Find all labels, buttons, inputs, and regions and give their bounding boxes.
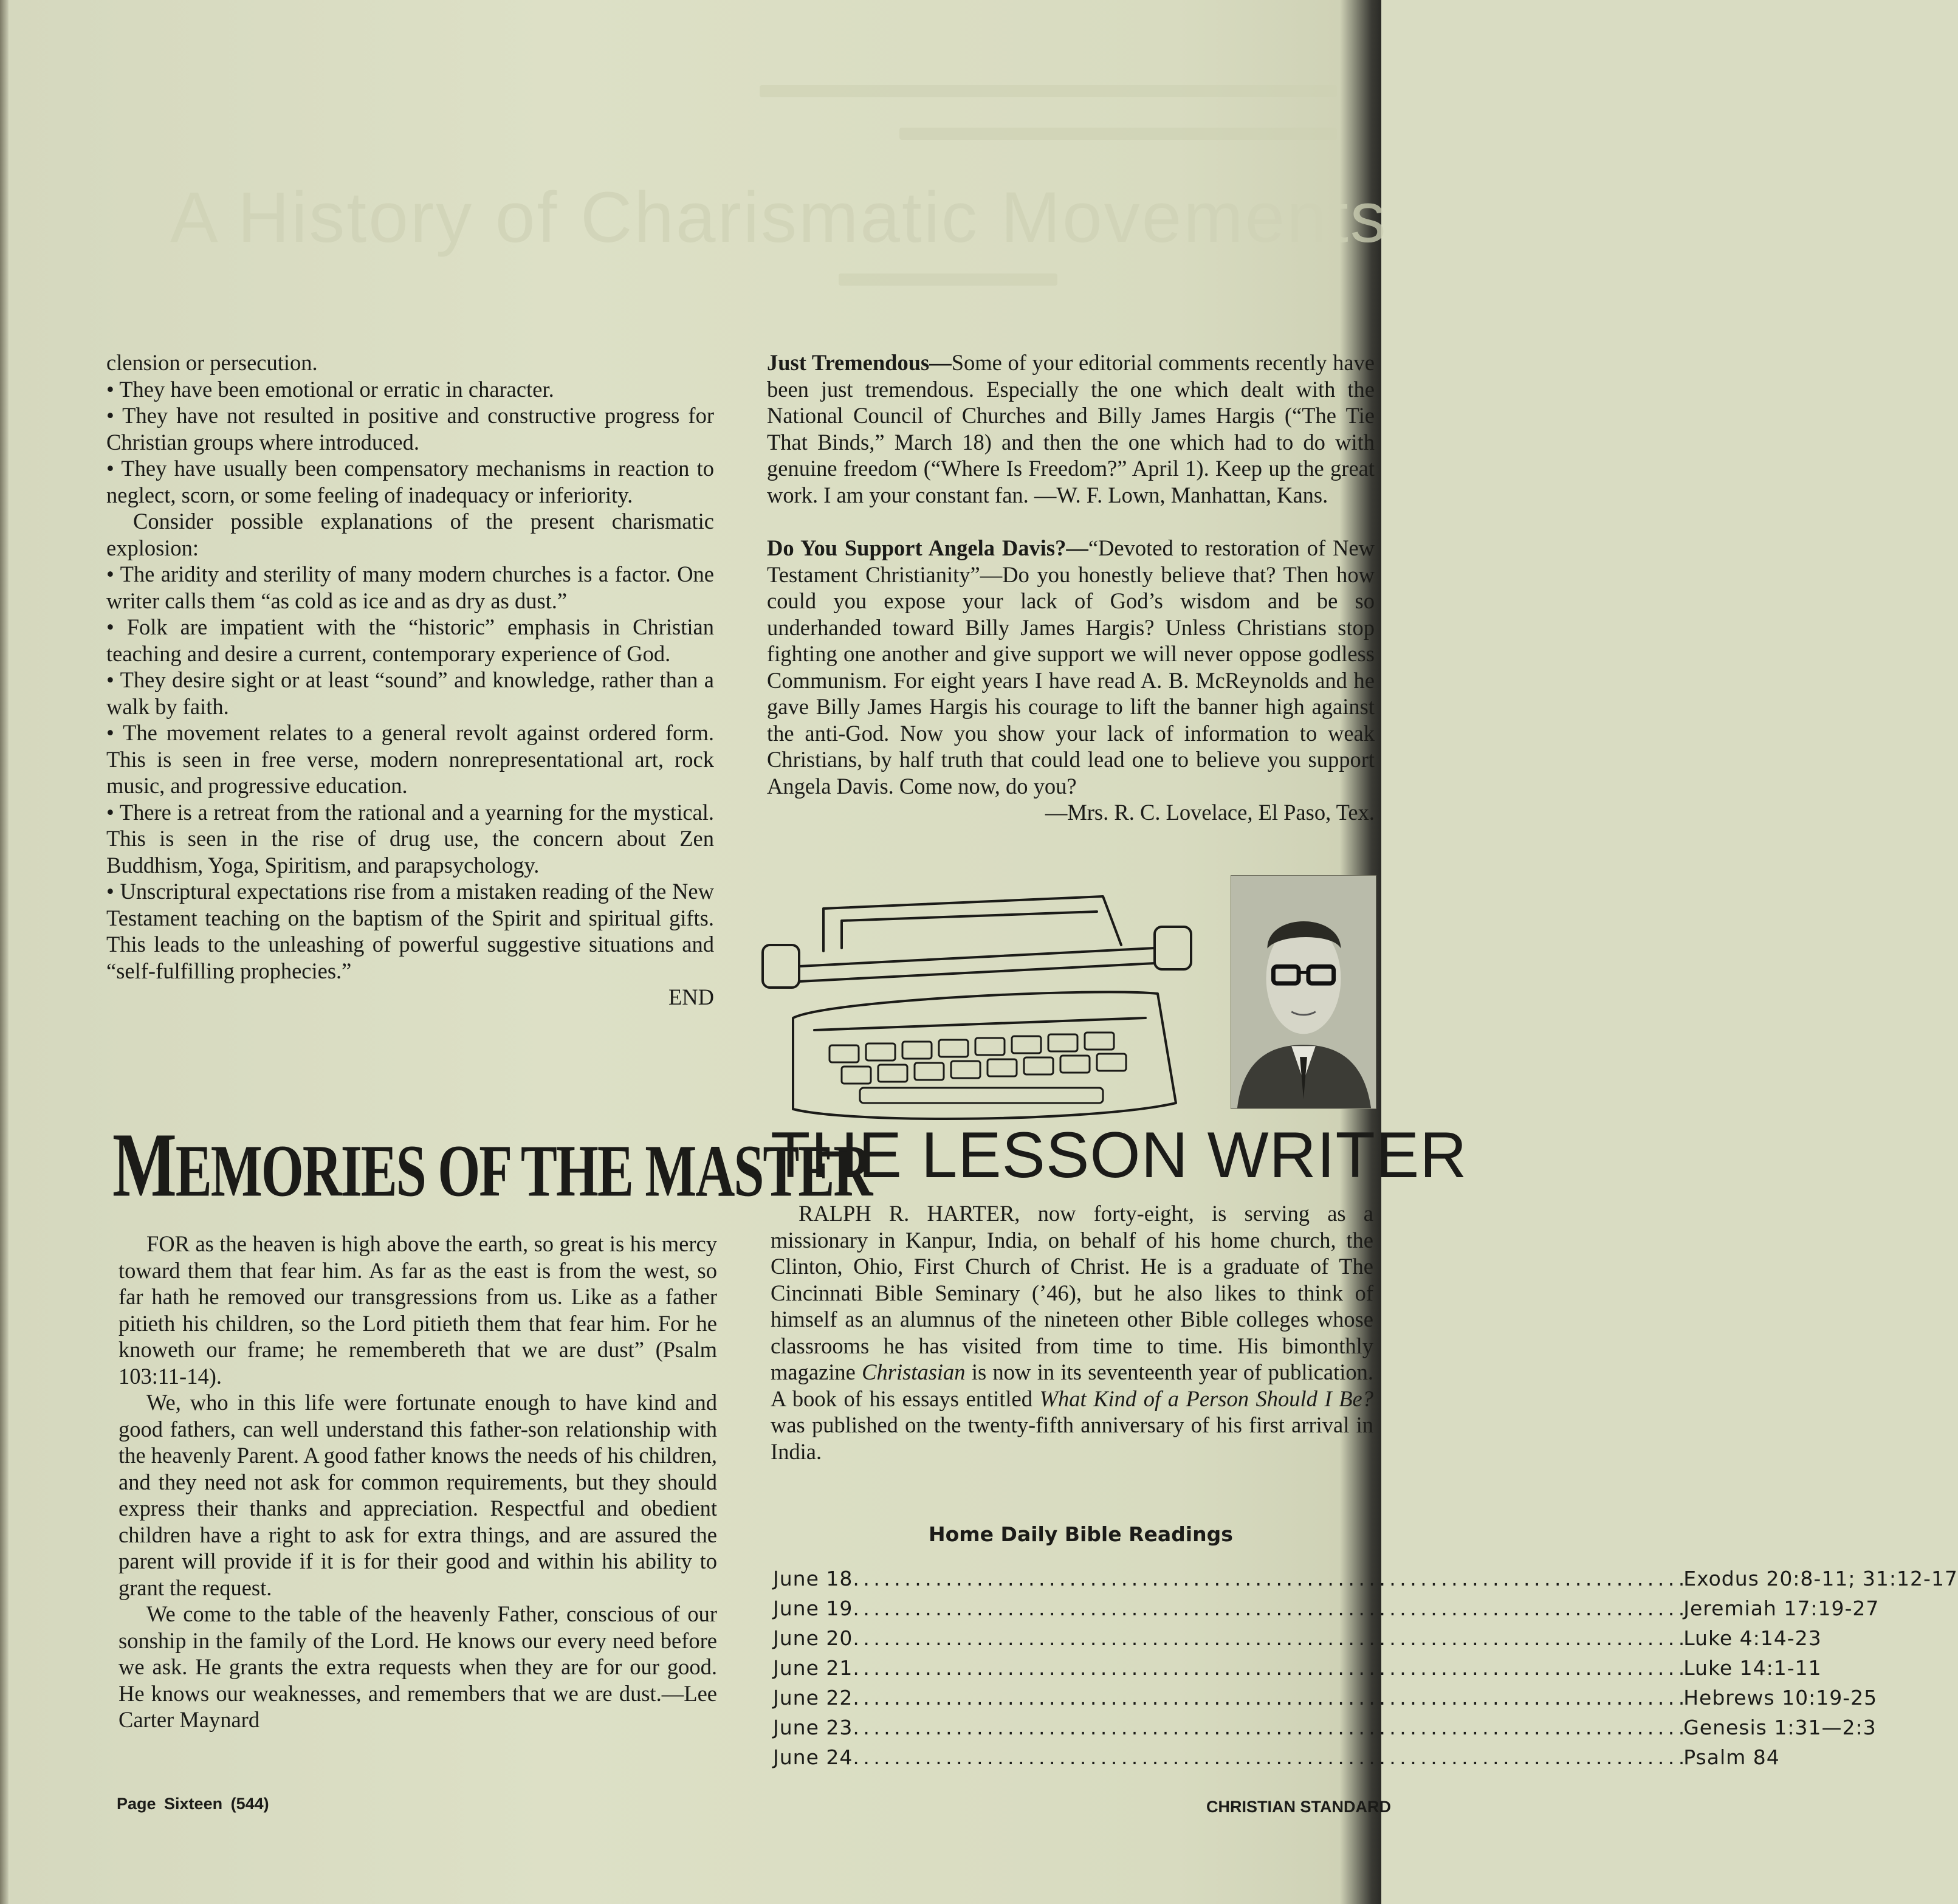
page-left-edge [0, 0, 9, 1904]
memories-body [119, 1231, 717, 1733]
article-paragraph: • They have usually been compensatory mechanisms in reaction to neglect, scorn, or some feeling of inadequacy or inferiority. [106, 455, 714, 508]
ghost-title: A History of Charismatic Movements [170, 177, 1388, 258]
reading-row [773, 1656, 1822, 1686]
letter-2-signature: —Mrs. R. C. Lovelace, El Paso, Tex. [1045, 800, 1375, 825]
ghost-line [760, 85, 1337, 97]
lesson-writer-text-1: RALPH R. HARTER, now forty-eight, is serving as a missionary in Kanpur, India, on behalf of his home church, the Clinton, Ohio, First Church of Christ. He is a graduate of The Cincinnati Bible Seminary (’46), but he also likes to think of himself as an alumnus of the nineteen other Bible colleges whose classrooms he has visited from time to time. His bimonthly magazine [771, 1201, 1373, 1384]
lesson-writer-text-2: is now in its seventeenth year of publication. A book of his essays entitled [771, 1359, 1373, 1411]
article-paragraph: • They have not resulted in positive and constructive progress for Christian groups where introduced. [106, 402, 714, 455]
memories-paragraph: We come to the table of the heavenly Father, conscious of our sonship in the family of the Lord. He knows our every need before we ask. He grants the extra requests when they are for our good. He knows our weaknesses, and remembers that we are dust.—Lee Carter Maynard [119, 1601, 717, 1732]
reading-row [773, 1716, 1877, 1745]
reading-date: June 22 [773, 1686, 853, 1710]
publication-name: CHRISTIAN STANDARD [1206, 1798, 1391, 1816]
reading-reference: Jeremiah 17:19-27 [1683, 1596, 1880, 1620]
reading-date: June 24 [773, 1745, 853, 1769]
memories-heading: MEMORIES OF THE MASTER [112, 1114, 872, 1217]
reading-reference: Hebrews 10:19-25 [1683, 1686, 1878, 1710]
reading-row [773, 1596, 1880, 1626]
reading-leader-dots [853, 1745, 1683, 1769]
reading-reference: Genesis 1:31—2:3 [1683, 1716, 1877, 1739]
article-paragraph: • Folk are impatient with the “historic” emphasis in Christian teaching and desire a current, contemporary experience of God. [106, 614, 714, 667]
reading-date: June 21 [773, 1656, 853, 1680]
article-paragraph: • There is a retreat from the rational and a yearning for the mystical. This is seen in the rise of drug use, the concern about Zen Buddhism, Yoga, Spiritism, and parapsychology. [106, 799, 714, 879]
book-title: What Kind of a Person Should I Be? [1039, 1386, 1373, 1411]
letter-2-text: “Devoted to restoration of New Testament Christianity”—Do you honestly believe that? Then how could you expose your lack of God’s wisdom and be so underhanded toward Billy James Hargis? Unless Christians stop fighting one another and give support we will never oppose godless Communism. For eight years I have read A. B. McReynolds and he gave Billy James Hargis his courage to lift the banner high against the anti-God. Now you show your lack of information to weak Christians, by half truth that could lead one to believe you support Angela Davis. Come now, do you? [767, 535, 1375, 799]
article-paragraph: • The aridity and sterility of many modern churches is a factor. One writer calls them “as cold as ice and as dry as dust.” [106, 561, 714, 614]
typewriter-illustration [757, 884, 1206, 1127]
article-paragraph: • They desire sight or at least “sound” and knowledge, rather than a walk by faith. [106, 667, 714, 720]
reading-reference: Exodus 20:8-11; 31:12-17 [1683, 1567, 1958, 1590]
reading-leader-dots [853, 1716, 1683, 1739]
reading-row [773, 1626, 1822, 1656]
reading-reference: Luke 4:14-23 [1683, 1626, 1822, 1650]
article-paragraph: • The movement relates to a general revolt against ordered form. This is seen in free verse, modern nonrepresentational art, rock music, and progressive education. [106, 720, 714, 799]
reading-leader-dots [853, 1656, 1683, 1680]
reading-row [773, 1567, 1958, 1596]
page-number: Page Sixteen (544) [117, 1795, 269, 1813]
reading-date: June 20 [773, 1626, 853, 1650]
ghost-line [899, 128, 1337, 140]
reading-leader-dots [853, 1686, 1683, 1710]
lesson-writer-body [771, 1200, 1373, 1465]
article-paragraph: • They have been emotional or erratic in character. [106, 376, 714, 403]
letter-1 [767, 349, 1375, 508]
reading-leader-dots [853, 1596, 1683, 1620]
reading-leader-dots [853, 1567, 1683, 1590]
reading-reference: Psalm 84 [1683, 1745, 1780, 1769]
letter-2 [767, 535, 1375, 799]
article-end-line [106, 984, 714, 1011]
reading-row [773, 1745, 1780, 1775]
readings-list [773, 1567, 1958, 1775]
letter-1-text: Some of your editorial comments recently have been just tremendous. Especially the one which dealt with the National Council of Churches and Billy James Hargis (“The Tie That Binds,” March 18) and then the one which had to do with genuine freedom (“Where Is Freedom?” April 1). Keep up the great work. I am your constant fan. —W. F. Lown, Manhattan, Kans. [767, 350, 1375, 507]
letter-1-heading: Just Tremendous— [767, 350, 952, 375]
readings-title: Home Daily Bible Readings [929, 1522, 1233, 1546]
article-continuation [106, 349, 714, 1011]
end-mark: END [668, 985, 714, 1009]
lesson-writer-text-3: was published on the twenty-fifth anniversary of his first arrival in India. [771, 1412, 1373, 1464]
reading-date: June 18 [773, 1567, 853, 1590]
magazine-title: Christasian [862, 1359, 966, 1384]
reading-row [773, 1686, 1878, 1716]
letter-2-heading: Do You Support Angela Davis?— [767, 535, 1088, 560]
author-photo [1231, 875, 1376, 1109]
reading-leader-dots [853, 1626, 1683, 1650]
lesson-writer-paragraph [771, 1200, 1373, 1465]
reading-reference: Luke 14:1-11 [1683, 1656, 1822, 1680]
letters-section [767, 349, 1375, 826]
article-paragraph: Consider possible explanations of the present charismatic explosion: [106, 509, 714, 560]
memories-paragraph: We, who in this life were fortunate enough to have kind and good fathers, can well understand this father-son relationship with the heavenly Parent. A good father knows the needs of his children, and they need not ask for common requirements, but they should express their thanks and appreciation. Respectful and obedient children have a right to ask for extra things, and are assured the parent will provide if it is for their good and within his ability to grant the request. [119, 1390, 717, 1600]
lesson-writer-heading: THE LESSON WRITER [771, 1118, 1468, 1191]
reading-date: June 23 [773, 1716, 853, 1739]
reading-date: June 19 [773, 1596, 853, 1620]
article-paragraph: • Unscriptural expectations rise from a mistaken reading of the New Testament teaching on the baptism of the Spirit and spiritual gifts. This leads to the unleashing of powerful suggestive situations and “self-fulfilling prophecies.” [106, 878, 714, 984]
ghost-line [839, 273, 1057, 286]
memories-paragraph: FOR as the heaven is high above the earth, so great is his mercy toward them that fear him. As far as the east is from the west, so far hath he removed our transgressions from us. Like as a father pitieth his children, so the Lord pitieth them that fear him. For he knoweth our frame; he remembereth that we are dust” (Psalm 103:11-14). [119, 1231, 717, 1389]
article-paragraph: clension or persecution. [106, 350, 318, 375]
